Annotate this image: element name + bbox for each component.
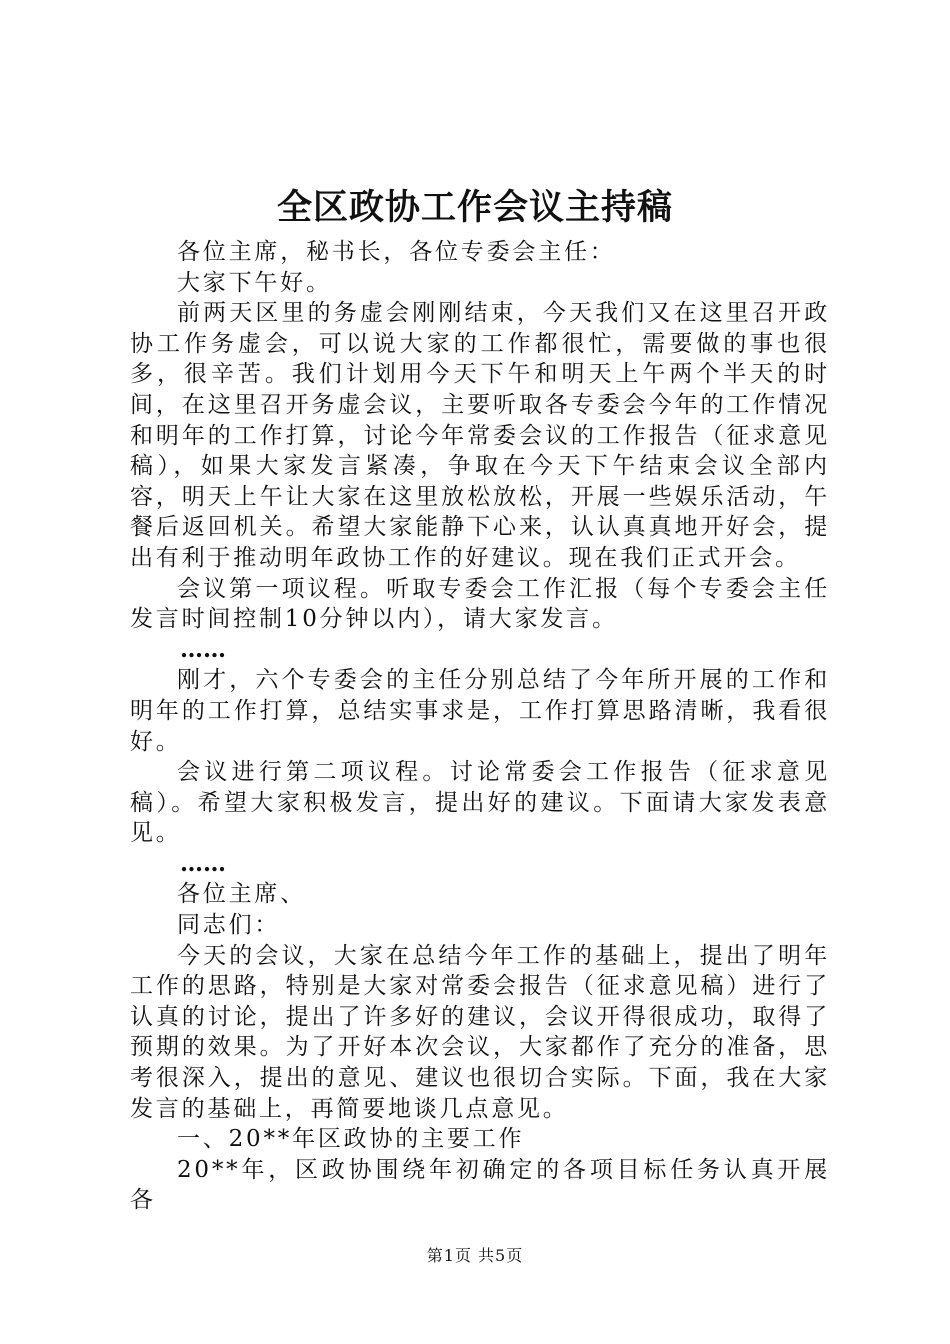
- closing-paragraph: 今天的会议，大家在总结今年工作的基础上，提出了明年工作的思路，特别是大家对常委会报告（征求意见稿）进行了认真的讨论，提出了许多好的建议，会议开得很成功，取得了预期的效果。为了开好本次会议，大家都作了充分的准备，思考很深入，提出的意见、建议也很切合实际。下面，我在大家发言的基础上，再简要地谈几点意见。: [130, 942, 830, 1122]
- ellipsis: ……: [180, 635, 226, 663]
- closing-salutation-2: 同志们：: [177, 912, 281, 939]
- agenda-item-2: 会议进行第二项议程。讨论常委会工作报告（征求意见稿）。希望大家积极发言，提出好的建议。下面请大家发表意见。: [130, 759, 830, 847]
- opening-paragraph: 前两天区里的务虚会刚刚结束，今天我们又在这里召开政协工作务虚会，可以说大家的工作都很忙，需要做的事也很多，很辛苦。我们计划用今天下午和明天上午两个半天的时间，在这里召开务虚会议，主要听取各专委会今年的工作情况和明年的工作打算，讨论今年常委会议的工作报告（征求意见稿），如果大家发言紧凑，争取在今天下午结束会议全部内容，明天上午让大家在这里放松放松，开展一些娱乐活动，午餐后返回机关。希望大家能静下心来，认认真真地开好会，提出有利于推动明年政协工作的好建议。现在我们正式开会。: [130, 300, 830, 571]
- document-body: [130, 237, 830, 1216]
- ellipsis: ……: [180, 849, 226, 877]
- page-footer: 第1页 共5页: [426, 1246, 524, 1265]
- section-paragraph: 20**年，区政协围绕年初确定的各项目标任务认真开展各: [130, 1156, 830, 1214]
- section-heading: 一、20**年区政协的主要工作: [177, 1126, 525, 1153]
- closing-salutation-1: 各位主席、: [177, 881, 306, 908]
- salutation: 各位主席，秘书长，各位专委会主任：: [177, 239, 616, 265]
- summary-paragraph: 刚才，六个专委会的主任分别总结了今年所开展的工作和明年的工作打算，总结实事求是，工作打算思路清晰，我看很好。: [130, 667, 830, 755]
- greeting: 大家下午好。: [177, 269, 332, 296]
- agenda-item-1: 会议第一项议程。听取专委会工作汇报（每个专委会主任发言时间控制10分钟以内），请大家发言。: [130, 575, 830, 633]
- document-title: 全区政协工作会议主持稿: [276, 187, 673, 228]
